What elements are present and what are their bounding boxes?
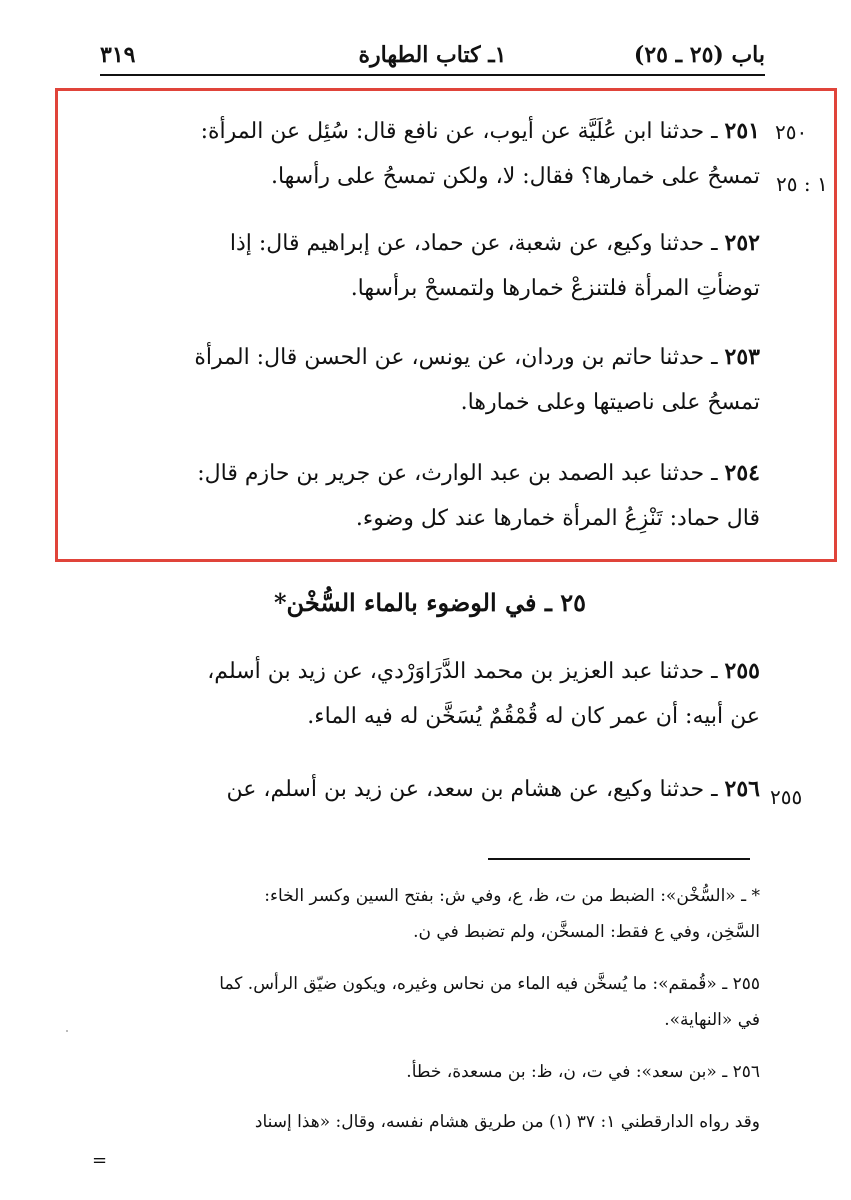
hadith-line (100, 334, 760, 380)
hadith-line (100, 220, 760, 266)
footnote-line: ٢٥٦ ـ «بن سعد»: في ت، ن، ظ: بن مسعدة، خطأ. (406, 1062, 760, 1082)
hadith-line (100, 648, 760, 694)
hadith-text: ـ حدثنا عبد الصمد بن عبد الوارث، عن جرير بن حازم قال: (197, 461, 718, 486)
chapter-range: باب (٢٥ ـ ٢٥) (633, 42, 765, 68)
side-number-250: ٢٥٠ (775, 120, 808, 144)
book-title: ١ـ كتاب الطهارة (358, 42, 507, 68)
footnote-line: * ـ «السُّخْن»: الضبط من ت، ظ، ع، وفي ش: بفتح السين وكسر الخاء: (264, 886, 760, 906)
hadith-251 (100, 108, 760, 200)
side-reference: ١ : ٢٥ (776, 172, 828, 196)
hadith-line (100, 766, 760, 812)
footnote-line: السَّخِن، وفي ع فقط: المسخَّن، ولم تضبط في ن. (413, 922, 760, 942)
hadith-number: ٢٥٤ (724, 460, 760, 486)
hadith-line: عن أبيه: أن عمر كان له قُمْقُمٌ يُسَخَّن له فيه الماء. (307, 704, 760, 729)
footnote-daraqutni (100, 1104, 760, 1140)
hadith-line (100, 108, 760, 154)
hadith-255 (100, 648, 760, 740)
footnote-255 (100, 966, 760, 1038)
hadith-number: ٢٥٢ (724, 230, 760, 256)
hadith-line (100, 450, 760, 496)
hadith-line: تمسحُ على ناصيتها وعلى خمارها. (460, 390, 760, 415)
continuation-mark: = (92, 1150, 108, 1171)
footnote-line: ٢٥٥ ـ «قُمقم»: ما يُسخَّن فيه الماء من نحاس وغيره، ويكون ضيّق الرأس. كما (219, 974, 760, 994)
hadith-number: ٢٥٣ (724, 344, 760, 370)
hadith-254 (100, 450, 760, 542)
footnote-line: في «النهاية». (664, 1010, 760, 1030)
footnote-line: وقد رواه الدارقطني ١: ٣٧ (١) من طريق هشام نفسه، وقال: «هذا إسناد (254, 1112, 760, 1132)
page-number: ٣١٩ (100, 42, 136, 68)
page-header (100, 42, 765, 72)
hadith-text: ـ حدثنا عبد العزيز بن محمد الدَّرَاوَرْدي، عن زيد بن أسلم، (207, 659, 718, 684)
hadith-number: ٢٥٥ (724, 658, 760, 684)
footnote-divider (488, 858, 750, 860)
hadith-text: ـ حدثنا حاتم بن وردان، عن يونس، عن الحسن قال: المرأة (194, 345, 718, 370)
footnote-256 (100, 1054, 760, 1090)
hadith-line: تمسحُ على خمارها؟ فقال: لا، ولكن تمسحُ على رأسها. (270, 164, 760, 189)
hadith-line: قال حماد: تَنْزِعُ المرأة خمارها عند كل وضوء. (355, 506, 760, 531)
header-divider (100, 74, 765, 76)
hadith-text: ـ حدثنا وكيع، عن هشام بن سعد، عن زيد بن أسلم، عن (226, 777, 718, 802)
section-title: ٢٥ ـ في الوضوء بالماء السُّخْن* (274, 588, 586, 617)
hadith-text: ـ حدثنا ابن عُلَيَّة عن أيوب، عن نافع قال: سُئِل عن المرأة: (200, 119, 718, 144)
hadith-text: ـ حدثنا وكيع، عن شعبة، عن حماد، عن إبراهيم قال: إذا (229, 231, 718, 256)
hadith-line: توضأتِ المرأة فلتنزعْ خمارها ولتمسحْ برأسها. (350, 276, 760, 301)
side-number-255: ٢٥٥ (770, 785, 803, 809)
margin-mark (66, 1030, 68, 1032)
footnote-sukhn (100, 878, 760, 950)
hadith-252 (100, 220, 760, 312)
hadith-number: ٢٥١ (724, 118, 760, 144)
hadith-256 (100, 766, 760, 812)
hadith-number: ٢٥٦ (724, 776, 760, 802)
hadith-253 (100, 334, 760, 426)
